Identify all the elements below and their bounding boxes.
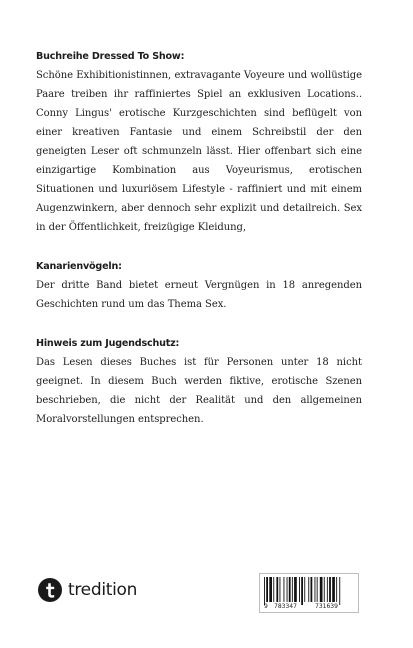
barcode-bar (308, 577, 309, 602)
blurb (36, 47, 362, 449)
youth-protection-text: Das Lesen dieses Buches ist für Personen unter 18 nicht geeignet. In diesem Buch werden fiktive, erotische Szenen beschrieben, die nicht der Realität und den allgemeinen Moralvorstellungen entsprechen. (36, 357, 362, 425)
isbn-group-1: 783347 (274, 603, 297, 610)
tredition-t-logo-icon (38, 578, 62, 602)
isbn-group-2: 731639 (315, 603, 338, 610)
barcode-bar (280, 577, 281, 602)
barcode-bar (336, 577, 337, 602)
barcode-bar (264, 577, 265, 605)
barcode-bars (263, 577, 357, 605)
barcode-bar (324, 577, 325, 602)
barcode-bar (301, 577, 303, 605)
barcode-bar (266, 577, 268, 602)
youth-protection-heading: Hinweis zum Jugendschutz: (36, 338, 180, 349)
publisher-brand (38, 578, 137, 602)
barcode-bar (273, 577, 274, 602)
barcode-bar (289, 577, 291, 602)
barcode-bar (315, 577, 316, 602)
series-description: Schöne Exhibitionistinnen, extravagante Voyeure und wollüstige Paare treiben ihr raffiniertes Spiel an exklusiven Locations.. Conny Lingus' erotische Kurzgeschichten sind beflügelt von einer kreativen Fantasie und einem Schreibstil der den geneigten Leser oft schmunzeln lässt. Hier offenbart sich eine einzigartige Kombination aus Voyeurismus, erotischen Situationen und luxuriösem Lifestyle - raffiniert und mit einem Augenzwinkern, aber dennoch sehr explizit und detailreich. Sex in der Öffentlichkeit, freizügige Kleidung, (36, 70, 362, 233)
series-heading: Buchreihe Dressed To Show: (36, 51, 185, 62)
isbn-barcode (259, 573, 359, 613)
isbn-prefix: 9 (264, 603, 268, 610)
barcode-bar (299, 577, 300, 602)
barcode-bar (276, 577, 278, 602)
barcode-bar (304, 577, 305, 602)
barcode-bar (332, 577, 335, 602)
barcode-bar (320, 577, 323, 602)
barcode-bar (311, 577, 313, 602)
barcode-bar (327, 577, 328, 602)
barcode-bar (294, 577, 297, 602)
barcode-bar (292, 577, 293, 602)
barcode-bar (284, 577, 285, 602)
youth-protection-section (36, 334, 362, 429)
volume-description: Der dritte Band bietet erneut Vergnügen in 18 anregenden Geschichten rund um das Thema Sex. (36, 280, 362, 310)
barcode-bar (339, 577, 340, 605)
volume-heading: Kanarienvögeln: (36, 261, 122, 272)
series-section (36, 47, 362, 237)
barcode-bar (317, 577, 318, 602)
barcode-bar (287, 577, 288, 602)
publisher-name: tredition (68, 580, 138, 600)
volume-section (36, 257, 362, 314)
barcode-bar (269, 577, 272, 602)
barcode-bar (329, 577, 331, 602)
